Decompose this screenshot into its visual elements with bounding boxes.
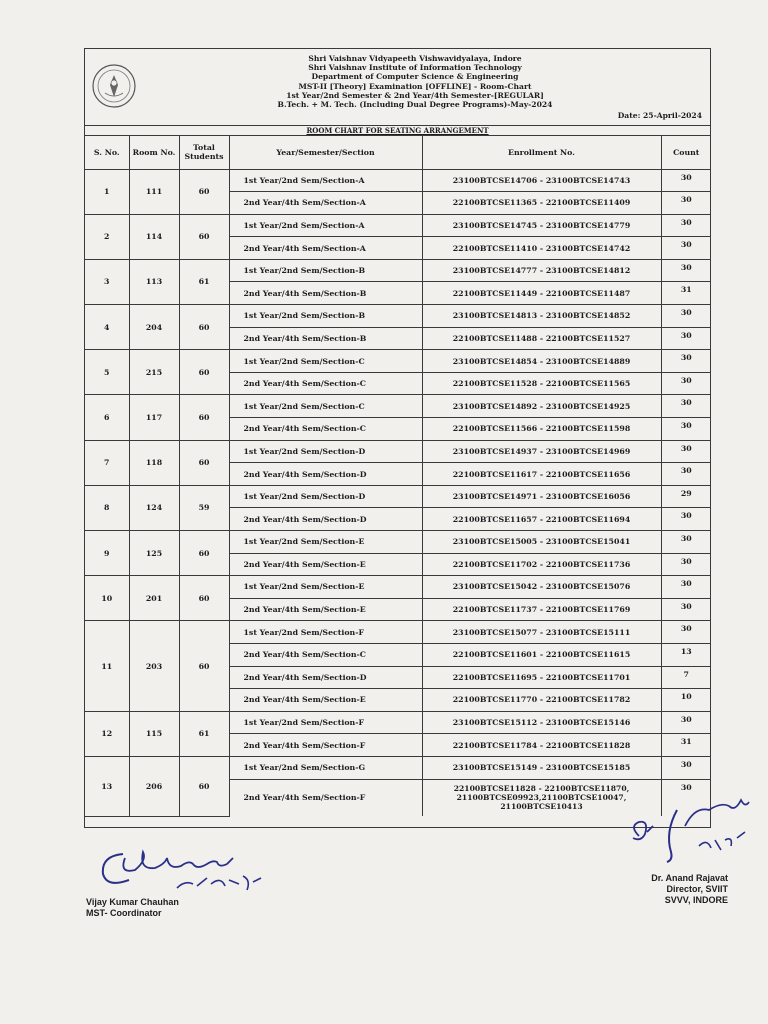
count-cell: 30 xyxy=(661,576,711,599)
chart-title: ROOM CHART FOR SEATING ARRANGEMENT xyxy=(306,126,489,135)
enrollment-cell: 22100BTCSE11617 - 22100BTCSE11656 xyxy=(422,463,661,486)
enrollment-cell: 22100BTCSE11737 - 22100BTCSE11769 xyxy=(422,598,661,621)
serial-number-cell: 7 xyxy=(85,440,129,485)
enrollment-cell: 22100BTCSE11784 - 22100BTCSE11828 xyxy=(422,734,661,757)
serial-number-cell: 2 xyxy=(85,214,129,259)
enrollment-cell: 23100BTCSE15005 - 23100BTCSE15041 xyxy=(422,531,661,554)
count-cell: 30 xyxy=(661,508,711,531)
chart-title-row xyxy=(85,126,710,136)
year-semester-section-cell: 1st Year/2nd Sem/Section-B xyxy=(229,259,422,282)
enrollment-cell: 23100BTCSE14706 - 23100BTCSE14743 xyxy=(422,169,661,192)
count-cell: 13 xyxy=(661,643,711,666)
count-cell: 7 xyxy=(661,666,711,689)
count-cell: 29 xyxy=(661,485,711,508)
table-row xyxy=(85,350,711,373)
column-header: S. No. xyxy=(85,136,129,169)
enrollment-cell: 22100BTCSE11657 - 22100BTCSE11694 xyxy=(422,508,661,531)
room-number-cell: 124 xyxy=(129,485,179,530)
serial-number-cell: 8 xyxy=(85,485,129,530)
year-semester-section-cell: 1st Year/2nd Sem/Section-A xyxy=(229,214,422,237)
enrollment-cell: 23100BTCSE14937 - 23100BTCSE14969 xyxy=(422,440,661,463)
year-semester-section-cell: 2nd Year/4th Sem/Section-D xyxy=(229,666,422,689)
director-signature-icon xyxy=(625,792,760,874)
count-cell: 30 xyxy=(661,327,711,350)
year-semester-section-cell: 2nd Year/4th Sem/Section-E xyxy=(229,553,422,576)
count-cell: 30 xyxy=(661,756,711,779)
year-semester-section-cell: 2nd Year/4th Sem/Section-C xyxy=(229,418,422,441)
table-row xyxy=(85,711,711,734)
year-semester-section-cell: 2nd Year/4th Sem/Section-E xyxy=(229,689,422,712)
enrollment-cell: 22100BTCSE11702 - 22100BTCSE11736 xyxy=(422,553,661,576)
year-semester-section-cell: 2nd Year/4th Sem/Section-C xyxy=(229,643,422,666)
year-semester-section-cell: 1st Year/2nd Sem/Section-D xyxy=(229,485,422,508)
room-number-cell: 113 xyxy=(129,259,179,304)
enrollment-cell: 23100BTCSE14777 - 23100BTCSE14812 xyxy=(422,259,661,282)
room-number-cell: 215 xyxy=(129,350,179,395)
enrollment-cell: 22100BTCSE11488 - 22100BTCSE11527 xyxy=(422,327,661,350)
year-semester-section-cell: 2nd Year/4th Sem/Section-B xyxy=(229,327,422,350)
serial-number-cell: 5 xyxy=(85,350,129,395)
serial-number-cell: 13 xyxy=(85,756,129,816)
enrollment-cell: 22100BTCSE11601 - 22100BTCSE11615 xyxy=(422,643,661,666)
header-line: Shri Vaishnav Institute of Information Technology xyxy=(308,63,522,73)
table-row xyxy=(85,576,711,599)
enrollment-cell: 23100BTCSE15077 - 23100BTCSE15111 xyxy=(422,621,661,644)
total-students-cell: 60 xyxy=(179,576,229,621)
header-line: B.Tech. + M. Tech. (Including Dual Degree Programs)-May-2024 xyxy=(277,100,553,110)
year-semester-section-cell: 2nd Year/4th Sem/Section-B xyxy=(229,282,422,305)
enrollment-cell: 23100BTCSE14745 - 23100BTCSE14779 xyxy=(422,214,661,237)
column-header: Enrollment No. xyxy=(422,136,661,169)
serial-number-cell: 10 xyxy=(85,576,129,621)
year-semester-section-cell: 2nd Year/4th Sem/Section-F xyxy=(229,734,422,757)
enrollment-cell: 23100BTCSE14971 - 23100BTCSE16056 xyxy=(422,485,661,508)
room-chart-document xyxy=(84,48,711,828)
year-semester-section-cell: 1st Year/2nd Sem/Section-B xyxy=(229,305,422,328)
table-row xyxy=(85,531,711,554)
total-students-cell: 60 xyxy=(179,214,229,259)
enrollment-cell: 22100BTCSE11695 - 22100BTCSE11701 xyxy=(422,666,661,689)
table-row xyxy=(85,440,711,463)
count-cell: 30 xyxy=(661,237,711,260)
table-header-row xyxy=(85,136,711,169)
table-row xyxy=(85,305,711,328)
count-cell: 30 xyxy=(661,463,711,486)
serial-number-cell: 12 xyxy=(85,711,129,756)
table-row xyxy=(85,485,711,508)
serial-number-cell: 1 xyxy=(85,169,129,214)
table-row xyxy=(85,395,711,418)
table-row xyxy=(85,621,711,644)
room-number-cell: 115 xyxy=(129,711,179,756)
count-cell: 30 xyxy=(661,259,711,282)
year-semester-section-cell: 1st Year/2nd Sem/Section-F xyxy=(229,621,422,644)
year-semester-section-cell: 1st Year/2nd Sem/Section-A xyxy=(229,169,422,192)
enrollment-cell: 23100BTCSE15149 - 23100BTCSE15185 xyxy=(422,756,661,779)
room-number-cell: 111 xyxy=(129,169,179,214)
total-students-cell: 61 xyxy=(179,711,229,756)
enrollment-cell: 22100BTCSE11365 - 22100BTCSE11409 xyxy=(422,192,661,215)
serial-number-cell: 11 xyxy=(85,621,129,711)
header-lines xyxy=(205,54,625,109)
year-semester-section-cell: 1st Year/2nd Sem/Section-E xyxy=(229,531,422,554)
director-signature-block xyxy=(651,873,728,906)
count-cell: 30 xyxy=(661,305,711,328)
year-semester-section-cell: 2nd Year/4th Sem/Section-A xyxy=(229,237,422,260)
year-semester-section-cell: 2nd Year/4th Sem/Section-E xyxy=(229,598,422,621)
serial-number-cell: 4 xyxy=(85,305,129,350)
enrollment-cell: 23100BTCSE15112 - 23100BTCSE15146 xyxy=(422,711,661,734)
table-row xyxy=(85,169,711,192)
count-cell: 30 xyxy=(661,531,711,554)
enrollment-cell: 23100BTCSE14892 - 23100BTCSE14925 xyxy=(422,395,661,418)
column-header: Year/Semester/Section xyxy=(229,136,422,169)
column-header: Room No. xyxy=(129,136,179,169)
count-cell: 30 xyxy=(661,711,711,734)
year-semester-section-cell: 2nd Year/4th Sem/Section-D xyxy=(229,463,422,486)
column-header: Count xyxy=(661,136,711,169)
year-semester-section-cell: 2nd Year/4th Sem/Section-A xyxy=(229,192,422,215)
enrollment-cell: 23100BTCSE14813 - 23100BTCSE14852 xyxy=(422,305,661,328)
room-number-cell: 201 xyxy=(129,576,179,621)
room-number-cell: 204 xyxy=(129,305,179,350)
enrollment-cell: 22100BTCSE11449 - 22100BTCSE11487 xyxy=(422,282,661,305)
count-cell: 30 xyxy=(661,440,711,463)
count-cell: 30 xyxy=(661,350,711,373)
year-semester-section-cell: 1st Year/2nd Sem/Section-C xyxy=(229,395,422,418)
count-cell: 30 xyxy=(661,553,711,576)
room-number-cell: 125 xyxy=(129,531,179,576)
year-semester-section-cell: 2nd Year/4th Sem/Section-F xyxy=(229,779,422,816)
table-row xyxy=(85,214,711,237)
table-row xyxy=(85,259,711,282)
year-semester-section-cell: 1st Year/2nd Sem/Section-F xyxy=(229,711,422,734)
count-cell: 31 xyxy=(661,282,711,305)
room-number-cell: 117 xyxy=(129,395,179,440)
coordinator-role: MST- Coordinator xyxy=(86,908,162,918)
room-number-cell: 114 xyxy=(129,214,179,259)
column-header: Total Students xyxy=(179,136,229,169)
count-cell: 30 xyxy=(661,621,711,644)
count-cell: 30 xyxy=(661,395,711,418)
count-cell: 30 xyxy=(661,598,711,621)
serial-number-cell: 9 xyxy=(85,531,129,576)
year-semester-section-cell: 1st Year/2nd Sem/Section-E xyxy=(229,576,422,599)
header-line: MST-II [Theory] Examination [OFFLINE] - Room-Chart xyxy=(298,81,532,91)
total-students-cell: 60 xyxy=(179,531,229,576)
total-students-cell: 60 xyxy=(179,440,229,485)
header-line: Department of Computer Science & Engineering xyxy=(311,72,519,82)
room-number-cell: 203 xyxy=(129,621,179,711)
year-semester-section-cell: 2nd Year/4th Sem/Section-D xyxy=(229,508,422,531)
total-students-cell: 60 xyxy=(179,305,229,350)
table-row xyxy=(85,756,711,779)
count-cell: 30 xyxy=(661,779,711,816)
director-role: Director, SVIIT xyxy=(666,884,728,894)
document-header xyxy=(85,49,710,126)
header-line: Shri Vaishnav Vidyapeeth Vishwavidyalaya, Indore xyxy=(308,54,522,63)
total-students-cell: 61 xyxy=(179,259,229,304)
university-seal-icon xyxy=(91,63,137,109)
coordinator-name: Vijay Kumar Chauhan xyxy=(86,897,179,907)
seating-table xyxy=(85,136,711,817)
table-body xyxy=(85,169,711,816)
count-cell: 30 xyxy=(661,418,711,441)
room-number-cell: 118 xyxy=(129,440,179,485)
count-cell: 31 xyxy=(661,734,711,757)
coordinator-signature-icon xyxy=(95,840,270,902)
enrollment-cell: 22100BTCSE11828 - 22100BTCSE11870, 21100BTCSE09923,21100BTCSE10047, 21100BTCSE10413 xyxy=(422,779,661,816)
enrollment-cell: 22100BTCSE11528 - 22100BTCSE11565 xyxy=(422,372,661,395)
count-cell: 30 xyxy=(661,372,711,395)
total-students-cell: 60 xyxy=(179,395,229,440)
year-semester-section-cell: 1st Year/2nd Sem/Section-G xyxy=(229,756,422,779)
serial-number-cell: 6 xyxy=(85,395,129,440)
count-cell: 30 xyxy=(661,214,711,237)
total-students-cell: 60 xyxy=(179,169,229,214)
serial-number-cell: 3 xyxy=(85,259,129,304)
document-date: Date: 25-April-2024 xyxy=(617,111,702,120)
total-students-cell: 60 xyxy=(179,756,229,816)
count-cell: 10 xyxy=(661,689,711,712)
total-students-cell: 60 xyxy=(179,350,229,395)
year-semester-section-cell: 2nd Year/4th Sem/Section-C xyxy=(229,372,422,395)
enrollment-cell: 22100BTCSE11770 - 22100BTCSE11782 xyxy=(422,689,661,712)
count-cell: 30 xyxy=(661,192,711,215)
year-semester-section-cell: 1st Year/2nd Sem/Section-C xyxy=(229,350,422,373)
director-name: Dr. Anand Rajavat xyxy=(651,873,728,883)
enrollment-cell: 23100BTCSE14854 - 23100BTCSE14889 xyxy=(422,350,661,373)
enrollment-cell: 22100BTCSE11566 - 22100BTCSE11598 xyxy=(422,418,661,441)
total-students-cell: 59 xyxy=(179,485,229,530)
total-students-cell: 60 xyxy=(179,621,229,711)
header-line: 1st Year/2nd Semester & 2nd Year/4th Semester-[REGULAR] xyxy=(286,90,544,100)
room-number-cell: 206 xyxy=(129,756,179,816)
count-cell: 30 xyxy=(661,169,711,192)
coordinator-signature-block xyxy=(86,897,179,919)
director-org: SVVV, INDORE xyxy=(664,895,728,905)
enrollment-cell: 23100BTCSE15042 - 23100BTCSE15076 xyxy=(422,576,661,599)
enrollment-cell: 22100BTCSE11410 - 23100BTCSE14742 xyxy=(422,237,661,260)
year-semester-section-cell: 1st Year/2nd Sem/Section-D xyxy=(229,440,422,463)
